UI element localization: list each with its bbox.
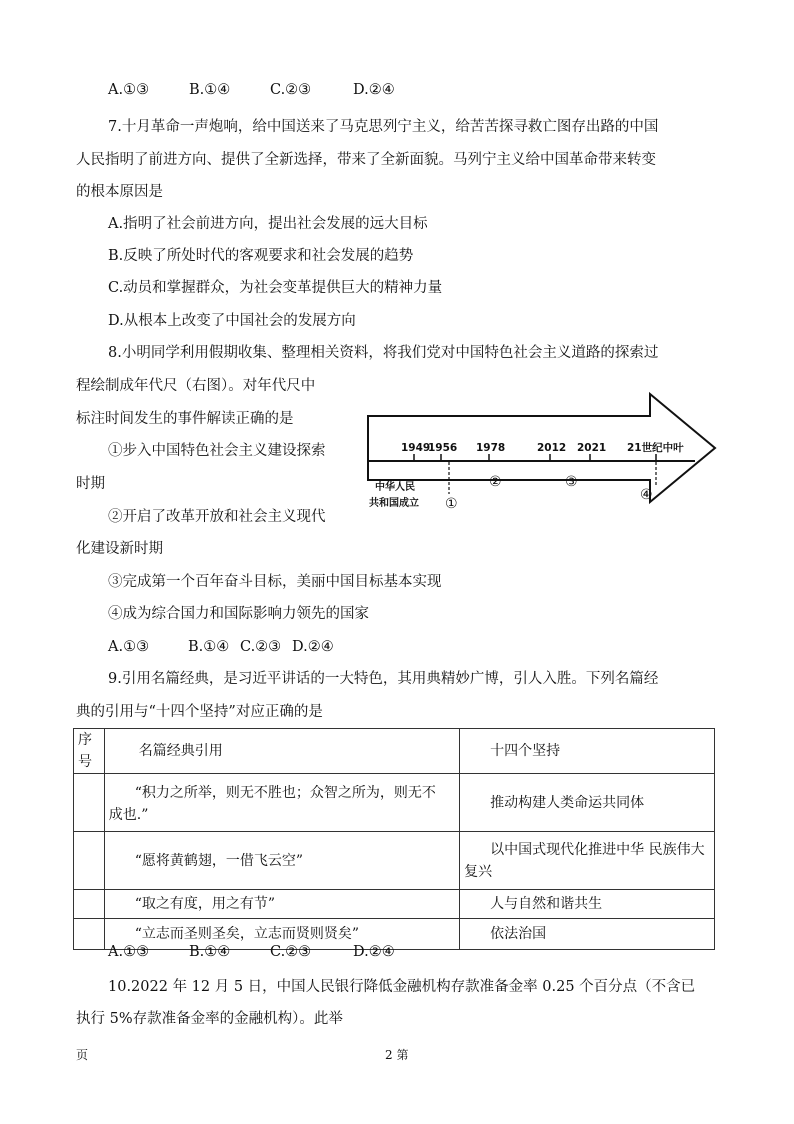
adherence-cell bbox=[460, 919, 715, 950]
quote-cell bbox=[104, 832, 459, 890]
adherence-line-1: 以中国式现代化推进中华 民族伟大 bbox=[490, 841, 705, 858]
q6-option-c: C.②③ bbox=[270, 82, 312, 98]
row-number bbox=[74, 832, 105, 890]
q8-statement-4: ④成为综合国力和国际影响力领先的国家 bbox=[108, 606, 369, 622]
quote-line-1: “取之有度，用之有节” bbox=[134, 896, 276, 912]
q8-option-b: B.①④ bbox=[188, 639, 230, 655]
quote-line-1: “立志而圣则圣矣，立志而贤则贤矣” bbox=[134, 926, 360, 942]
quote-line-2: 成也.” bbox=[108, 806, 149, 823]
adherence-line-1: 人与自然和谐共生 bbox=[490, 896, 603, 912]
q6-option-a: A.①③ bbox=[108, 82, 150, 98]
timeline-figure bbox=[365, 386, 717, 516]
q7-option-d: D.从根本上改变了中国社会的发展方向 bbox=[108, 313, 356, 329]
q10-stem-line-1: 10.2022 年 12 月 5 日，中国人民银行降低金融机构存款准备金率 0.25 个百分点（不含已 bbox=[108, 979, 696, 995]
q6-option-d: D.②④ bbox=[353, 82, 395, 98]
q8-statement-1: ①步入中国特色社会主义建设探索 bbox=[108, 443, 326, 459]
q9-stem-line-2: 典的引用与“十四个坚持”对应正确的是 bbox=[76, 704, 323, 720]
adherence-cell bbox=[460, 890, 715, 919]
timeline-year-1956: 1956 bbox=[428, 442, 458, 454]
timeline-caption-line-1: 中华人民 bbox=[375, 482, 415, 493]
q8-option-d: D.②④ bbox=[292, 639, 334, 655]
q10-stem-line-2: 执行 5%存款准备金率的金融机构）。此举 bbox=[76, 1011, 343, 1027]
quote-cell bbox=[104, 890, 459, 919]
header-number: 序号 bbox=[74, 729, 105, 774]
timeline-marker-3: ③ bbox=[565, 474, 578, 490]
timeline-year-1949: 1949 bbox=[401, 442, 431, 454]
q9-options bbox=[108, 942, 395, 962]
timeline-caption-line-2: 共和国成立 bbox=[369, 498, 419, 509]
timeline-year-mid-21st-century: 21世纪中叶 bbox=[627, 442, 684, 454]
q9-option-a: A.①③ bbox=[108, 944, 150, 960]
timeline-year-2021: 2021 bbox=[577, 442, 607, 454]
timeline-marker-2: ② bbox=[489, 474, 502, 490]
q8-statement-3: ③完成第一个百年奋斗目标，美丽中国目标基本实现 bbox=[108, 574, 442, 590]
timeline-marker-1: ① bbox=[445, 496, 458, 512]
table-header-row bbox=[74, 729, 715, 774]
q8-options bbox=[108, 637, 334, 657]
q9-option-c: C.②③ bbox=[270, 944, 312, 960]
q9-stem-line-1: 9.引用名篇经典，是习近平讲话的一大特色，其用典精妙广博，引人入胜。下列名篇经 bbox=[108, 671, 659, 687]
q8-stem-line-2: 程绘制成年代尺（右图）。对年代尺中 bbox=[76, 378, 316, 394]
q6-options bbox=[108, 80, 395, 100]
adherence-cell bbox=[460, 774, 715, 832]
adherence-line-1: 依法治国 bbox=[490, 926, 547, 942]
q7-option-c: C.动员和掌握群众，为社会变革提供巨大的精神力量 bbox=[108, 280, 443, 296]
q9-table bbox=[73, 728, 715, 950]
adherence-line-1: 推动构建人类命运共同体 bbox=[490, 794, 645, 811]
q8-stem-line-3: 标注时间发生的事件解读正确的是 bbox=[76, 411, 294, 427]
footer-page-number: 2 第 bbox=[385, 1048, 409, 1062]
q8-statement-2: ②开启了改革开放和社会主义现代 bbox=[108, 509, 326, 525]
header-quote: 名篇经典引用 bbox=[104, 729, 459, 774]
q7-stem-line-2: 人民指明了前进方向、提供了全新选择，带来了全新面貌。马列宁主义给中国革命带来转变 bbox=[76, 152, 656, 168]
timeline-year-2012: 2012 bbox=[537, 442, 567, 454]
q7-stem-line-1: 7.十月革命一声炮响，给中国送来了马克思列宁主义，给苦苦探寻救亡图存出路的中国 bbox=[108, 119, 659, 135]
quote-line-1: “积力之所举，则无不胜也；众智之所为，则无不 bbox=[134, 784, 436, 801]
q8-option-c: C.②③ bbox=[240, 639, 282, 655]
timeline-marker-4: ④ bbox=[640, 487, 653, 503]
adherence-line-2: 复兴 bbox=[464, 863, 493, 880]
timeline-year-1978: 1978 bbox=[476, 442, 506, 454]
q9-option-d: D.②④ bbox=[353, 944, 395, 960]
table-row bbox=[74, 832, 715, 890]
q6-option-b: B.①④ bbox=[189, 82, 231, 98]
q8-statement-2-cont: 化建设新时期 bbox=[76, 541, 163, 557]
q9-option-b: B.①④ bbox=[189, 944, 231, 960]
table-row bbox=[74, 774, 715, 832]
q7-option-b: B.反映了所处时代的客观要求和社会发展的趋势 bbox=[108, 248, 414, 264]
quote-line-1: “愿将黄鹤翅，一借飞云空” bbox=[134, 852, 304, 869]
row-number bbox=[74, 890, 105, 919]
q8-stem-line-1: 8.小明同学利用假期收集、整理相关资料，将我们党对中国特色社会主义道路的探索过 bbox=[108, 345, 659, 361]
q7-stem-line-3: 的根本原因是 bbox=[76, 184, 163, 200]
header-adherence: 十四个坚持 bbox=[460, 729, 715, 774]
q8-statement-1-cont: 时期 bbox=[76, 476, 105, 492]
row-number bbox=[74, 919, 105, 950]
quote-cell bbox=[104, 774, 459, 832]
q8-option-a: A.①③ bbox=[108, 639, 150, 655]
row-number bbox=[74, 774, 105, 832]
table-row bbox=[74, 890, 715, 919]
footer-left: 页 bbox=[76, 1048, 89, 1062]
q7-option-a: A.指明了社会前进方向，提出社会发展的远大目标 bbox=[108, 216, 428, 232]
adherence-cell bbox=[460, 832, 715, 890]
